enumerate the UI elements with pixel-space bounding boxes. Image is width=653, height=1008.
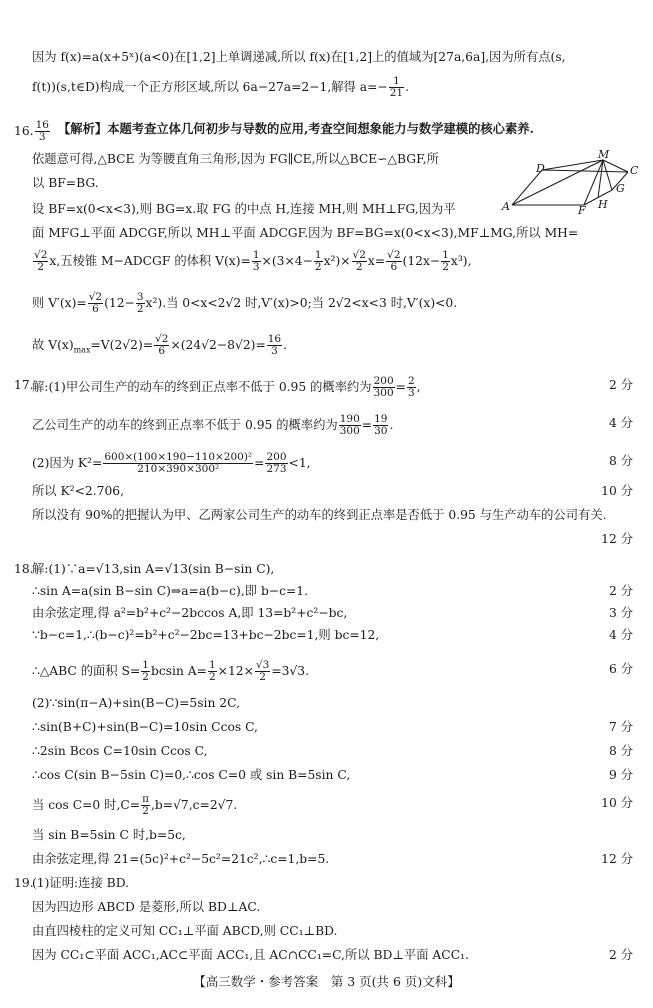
figure-label: C xyxy=(630,164,639,177)
score: 8 分 xyxy=(608,454,633,468)
score: 10 分 xyxy=(601,484,633,498)
figure-label: F xyxy=(578,204,586,215)
score: 2 分 xyxy=(608,378,633,392)
score: 4 分 xyxy=(608,416,633,430)
figure-label: A xyxy=(502,200,510,213)
page-footer: 【高三数学・参考答案 第 3 页(共 6 页)文科】 xyxy=(193,974,460,989)
pyramid-figure xyxy=(500,150,640,215)
fraction: $\frac{1}{21}$ xyxy=(389,75,404,99)
figure-label: M xyxy=(598,150,610,161)
figure-label: H xyxy=(598,198,608,211)
figure-label: D xyxy=(536,162,545,175)
answer-fraction: $\frac{16}{3}$ xyxy=(35,119,49,143)
score: 12 分 xyxy=(601,532,633,546)
figure-label: G xyxy=(616,182,625,195)
